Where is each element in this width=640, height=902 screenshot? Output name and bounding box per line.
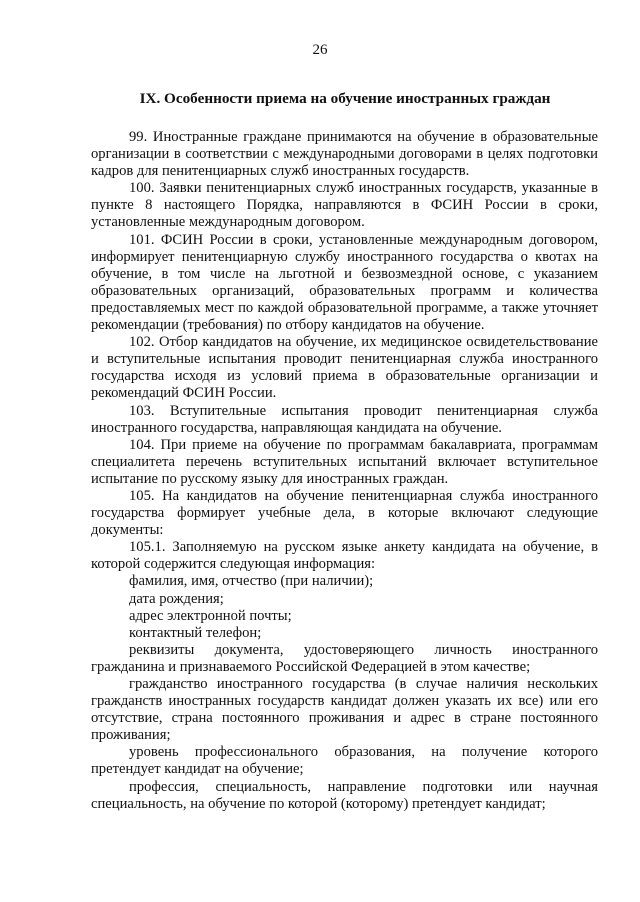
paragraph-99: 99. Иностранные граждане принимаются на обучение в образовательные организации в соответствии с международными договорами в целях подготовки кадров для пенитенциарных служб иностранных государств. bbox=[91, 129, 598, 180]
paragraph-100: 100. Заявки пенитенциарных служб иностранных государств, указанные в пункте 8 настоящего Порядка, направляются в ФСИН России в сроки, установленные международным договором. bbox=[91, 180, 598, 231]
paragraph-103: 103. Вступительные испытания проводит пенитенциарная служба иностранного государства, направляющая кандидата на обучение. bbox=[91, 402, 598, 436]
list-item-email: адрес электронной почты; bbox=[129, 607, 292, 624]
section-title: IX. Особенности приема на обучение иностранных граждан bbox=[139, 90, 551, 107]
paragraph-104: 104. При приеме на обучение по программам бакалавриата, программам специалитета перечень вступительных испытаний включает вступительное испытание по русскому языку для иностранных граждан. bbox=[91, 436, 598, 487]
list-item-full-name: фамилия, имя, отчество (при наличии); bbox=[129, 573, 374, 590]
paragraph-101: 101. ФСИН России в сроки, установленные международным договором, информирует пенитенциарную службу иностранного государства о квотах на обучение, в том числе на льготной и безвозмездной основе, с указанием образовательных организаций, образовательных программ и количества предоставляемых мест по каждой образовательной программе, а также уточняет рекомендации (требования) по отбору кандидатов на обучение. bbox=[91, 231, 598, 334]
page-number: 26 bbox=[312, 42, 328, 58]
list-item-phone: контактный телефон; bbox=[129, 624, 262, 641]
list-item-education-level: уровень профессионального образования, на получение которого претендует кандидат на обучение; bbox=[91, 744, 598, 778]
paragraph-105-1: 105.1. Заполняемую на русском языке анкету кандидата на обучение, в которой содержится следующая информация: bbox=[91, 539, 598, 573]
document-body bbox=[91, 129, 598, 813]
list-item-specialty: профессия, специальность, направление подготовки или научная специальность, на обучение по которой (которому) претендует кандидат; bbox=[91, 778, 598, 812]
list-item-citizenship: гражданство иностранного государства (в случае наличия нескольких гражданств иностранных государств кандидат должен указать их все) или его отсутствие, страна постоянного проживания и адрес в стране постоянного проживания; bbox=[91, 676, 598, 744]
list-item-birth-date: дата рождения; bbox=[129, 590, 224, 607]
paragraph-105: 105. На кандидатов на обучение пенитенциарная служба иностранного государства формирует учебные дела, в которые включают следующие документы: bbox=[91, 487, 598, 539]
list-item-identity-document: реквизиты документа, удостоверяющего личность иностранного гражданина и признаваемого Российской Федерацией в этом качестве; bbox=[91, 641, 598, 675]
paragraph-102: 102. Отбор кандидатов на обучение, их медицинское освидетельствование и вступительные испытания проводит пенитенциарная служба иностранного государства исходя из условий приема в образовательные организации и рекомендаций ФСИН России. bbox=[91, 334, 598, 402]
